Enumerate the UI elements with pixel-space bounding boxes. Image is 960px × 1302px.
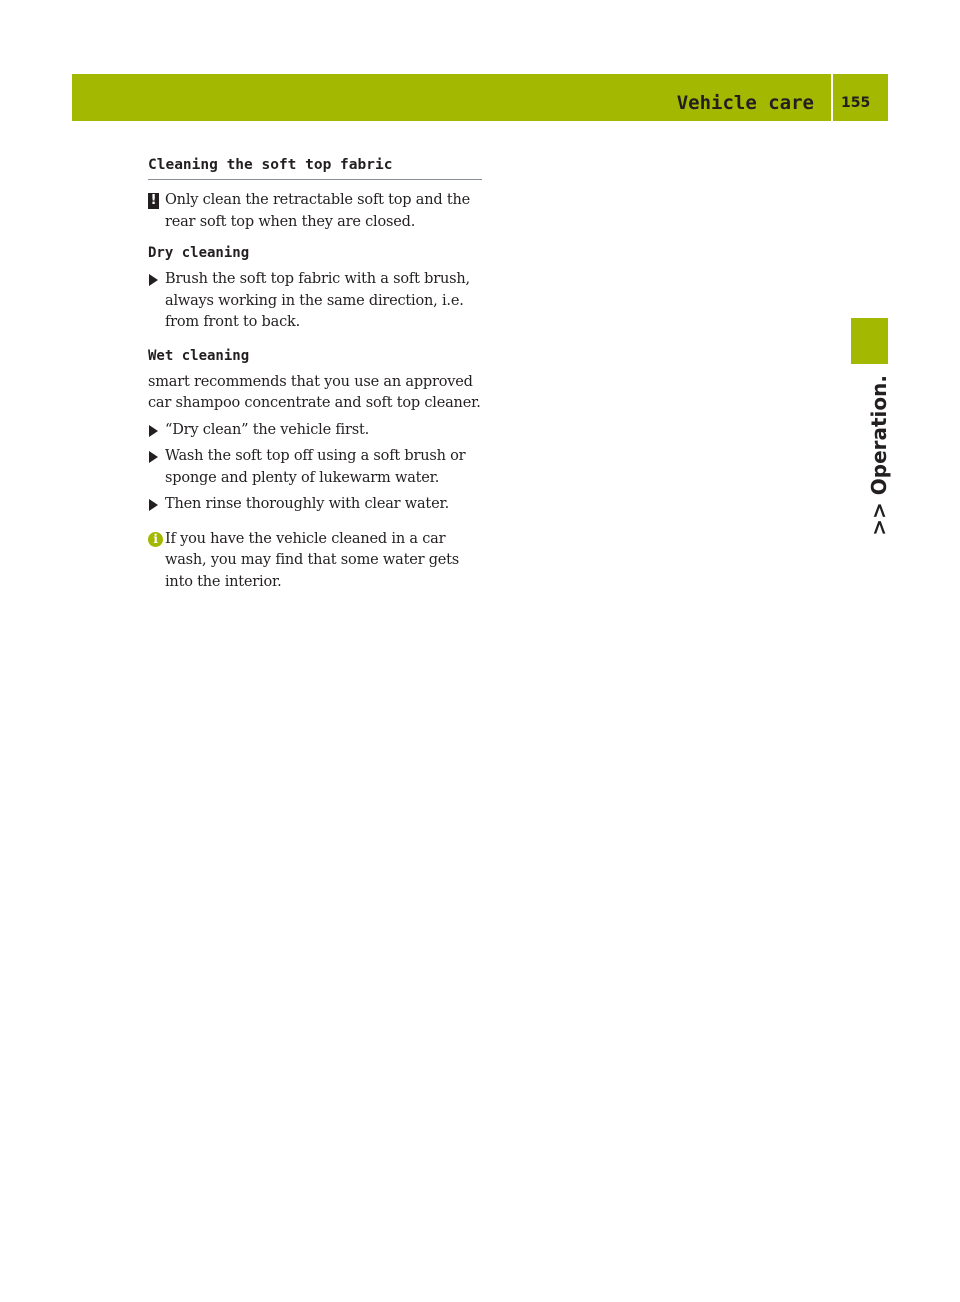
- dry-cleaning-heading: Dry cleaning: [148, 245, 250, 261]
- list-item-text: Brush the soft top fabric with a soft brush, always working in the same direction, i.e. from front to back.: [165, 271, 470, 330]
- wet-cleaning-intro: smart recommends that you use an approved car shampoo concentrate and soft top cleaner.: [148, 373, 481, 411]
- list-item: [148, 494, 482, 516]
- main-content: [148, 154, 482, 593]
- info-text: If you have the vehicle cleaned in a car wash, you may find that some water gets into the interior.: [165, 530, 460, 590]
- header-bar: [72, 74, 888, 121]
- list-item-text: Wash the soft top off using a soft brush or sponge and plenty of lukewarm water.: [165, 448, 466, 486]
- header-divider: [831, 74, 833, 121]
- info-note: [148, 529, 482, 594]
- exclamation-icon: !: [148, 193, 159, 209]
- list-item: [148, 420, 482, 442]
- arrow-right-icon: [149, 451, 158, 463]
- section-heading: Cleaning the soft top fabric: [148, 154, 482, 180]
- arrow-right-icon: [149, 274, 158, 286]
- page-number: 155: [841, 95, 871, 111]
- warning-note: [148, 190, 482, 233]
- list-item: [148, 269, 482, 334]
- info-icon: i: [148, 532, 163, 547]
- arrow-right-icon: [149, 425, 158, 437]
- list-item-text: Then rinse thoroughly with clear water.: [165, 496, 449, 512]
- chapter-label: >> Operation.: [867, 375, 891, 536]
- list-item-text: “Dry clean” the vehicle first.: [165, 421, 369, 438]
- list-item: [148, 446, 482, 489]
- page-title: Vehicle care: [676, 92, 814, 114]
- arrow-right-icon: [149, 499, 158, 511]
- wet-cleaning-heading: Wet cleaning: [148, 347, 250, 364]
- chapter-tab: [851, 318, 888, 364]
- warning-text: Only clean the retractable soft top and the rear soft top when they are closed.: [165, 192, 471, 230]
